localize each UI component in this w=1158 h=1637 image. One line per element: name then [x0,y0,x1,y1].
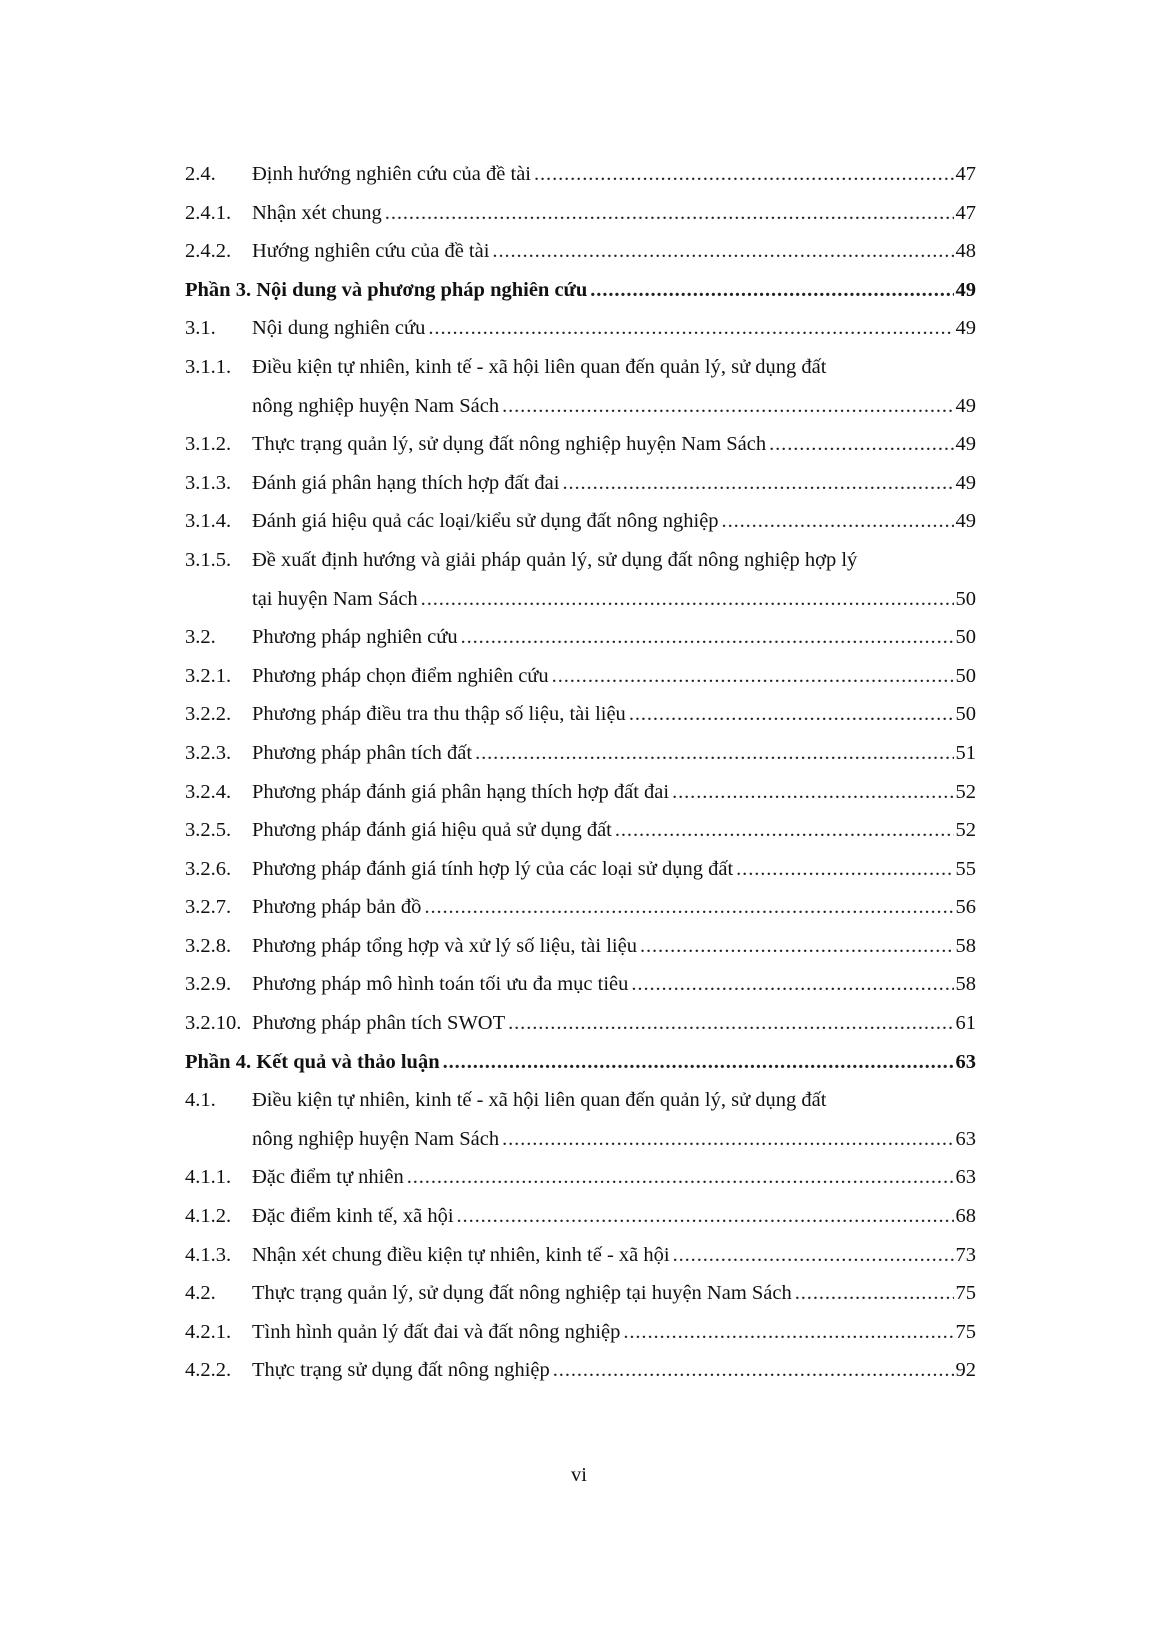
toc-entry-page: 49 [955,394,976,417]
toc-entry-number: 3.2.1. [185,664,232,687]
table-of-contents [185,155,976,1390]
toc-entry-page: 49 [955,433,976,456]
toc-entry-number: 3.2. [185,626,216,649]
dot-leader [502,1120,953,1159]
toc-entry-continuation[interactable] [185,1120,976,1159]
toc-entry-line [252,695,976,734]
dot-leader [475,734,953,773]
toc-entry-title: Phương pháp nghiên cứu [252,618,458,657]
toc-entry[interactable] [185,425,976,464]
toc-entry-title: Phương pháp đánh giá hiệu quả sử dụng đất [252,811,612,850]
toc-entry[interactable] [185,194,976,233]
toc-entry-number: 4.1.3. [185,1243,232,1266]
toc-entry-page: 49 [955,317,976,340]
toc-entry-line [252,773,976,812]
toc-entry-number: 2.4. [185,163,216,185]
toc-entry-page: 58 [955,934,976,957]
toc-entry-title-continued: nông nghiệp huyện Nam Sách [252,387,499,426]
toc-entry-title: Tình hình quản lý đất đai và đất nông nghiệp [252,1313,620,1352]
dot-leader [502,387,953,426]
toc-entry-page: 63 [955,1166,976,1189]
dot-leader [722,502,954,541]
dot-leader [385,194,954,233]
toc-entry-title: Phương pháp bản đồ [252,888,421,927]
toc-entry-number: 2.4.1. [185,201,232,224]
dot-leader [672,773,953,812]
toc-entry-title: Phần 4. Kết quả và thảo luận [185,1043,440,1082]
toc-entry-page: 58 [955,973,976,996]
toc-part-heading[interactable] [185,1043,976,1082]
dot-leader [623,1313,953,1352]
toc-entry[interactable] [185,1313,976,1352]
toc-entry[interactable] [185,1004,976,1043]
toc-entry-line [252,811,976,850]
toc-entry[interactable] [185,1197,976,1236]
toc-entry[interactable] [185,155,976,194]
toc-entry-page: 52 [955,819,976,842]
toc-entry-page: 75 [955,1320,976,1343]
toc-entry-number: 4.1. [185,1089,216,1112]
toc-entry-page: 56 [955,896,976,919]
toc-entry-number: 3.1.3. [185,471,232,494]
toc-entry[interactable] [185,502,976,541]
toc-entry-line [252,1120,976,1159]
toc-entry-line [185,271,976,310]
toc-entry-line [252,348,976,387]
toc-entry-line [252,387,976,426]
toc-entry-number: 3.2.10. [185,1012,242,1035]
toc-entry-page: 61 [955,1012,976,1035]
toc-entry-line [252,1081,976,1120]
toc-entry-line [252,309,976,348]
dot-leader [769,425,953,464]
toc-entry-line [252,1236,976,1275]
toc-entry-page: 50 [955,626,976,649]
toc-entry-title: Nội dung nghiên cứu [252,309,425,348]
toc-entry-title: Phần 3. Nội dung và phương pháp nghiên cứu [185,271,587,310]
toc-entry-title: Phương pháp phân tích đất [252,734,472,773]
toc-entry-page: 51 [955,741,976,764]
toc-entry[interactable] [185,541,976,580]
toc-entry-number: 3.2.3. [185,741,232,764]
toc-entry-number: 3.1.2. [185,433,232,456]
toc-entry[interactable] [185,657,976,696]
toc-entry-line [252,965,976,1004]
dot-leader [631,965,953,1004]
toc-entry-number: 3.2.5. [185,819,232,842]
toc-entry-title: Thực trạng quản lý, sử dụng đất nông nghiệp huyện Nam Sách [252,425,766,464]
dot-leader [562,464,953,503]
toc-entry[interactable] [185,348,976,387]
toc-entry-page: 50 [955,703,976,726]
toc-entry-line [252,425,976,464]
toc-entry-page: 47 [955,163,976,185]
toc-entry[interactable] [185,965,976,1004]
toc-entry-line [252,888,976,927]
dot-leader [428,309,953,348]
toc-entry-title: Phương pháp phân tích SWOT [252,1004,505,1043]
toc-entry-title: Phương pháp đánh giá tính hợp lý của các loại sử dụng đất [252,850,733,889]
toc-entry-page: 47 [955,201,976,224]
toc-entry-title: Phương pháp chọn điểm nghiên cứu [252,657,549,696]
toc-entry-title-continued: tại huyện Nam Sách [252,580,418,619]
dot-leader [640,927,954,966]
toc-entry-page: 55 [955,857,976,880]
toc-entry-page: 49 [955,278,976,301]
dot-leader [508,1004,953,1043]
toc-entry-number: 3.2.6. [185,857,232,880]
dot-leader [552,657,954,696]
toc-entry-title: Phương pháp mô hình toán tối ưu đa mục tiêu [252,965,628,1004]
toc-entry-number: 4.1.1. [185,1166,232,1189]
toc-entry-line [252,734,976,773]
toc-entry-line [252,1351,976,1390]
toc-entry-page: 49 [955,510,976,533]
toc-entry-continuation[interactable] [185,580,976,619]
toc-entry[interactable] [185,464,976,503]
toc-entry-number: 2.4.2. [185,240,232,263]
toc-entry[interactable] [185,927,976,966]
toc-entry-title: Thực trạng sử dụng đất nông nghiệp [252,1351,550,1390]
toc-entry-number: 4.2.2. [185,1359,232,1382]
toc-entry-title: Điều kiện tự nhiên, kinh tế - xã hội liên quan đến quản lý, sử dụng đất [252,1089,827,1112]
dot-leader [615,811,954,850]
toc-entry[interactable] [185,618,976,657]
toc-entry-title: Đặc điểm kinh tế, xã hội [252,1197,454,1236]
toc-entry-page: 50 [955,587,976,610]
dot-leader [590,271,953,310]
toc-entry-line [252,464,976,503]
toc-entry-title: Phương pháp đánh giá phân hạng thích hợp đất đai [252,773,669,812]
dot-leader [424,888,953,927]
toc-entry-number: 3.2.4. [185,780,232,803]
toc-entry[interactable] [185,1158,976,1197]
dot-leader [736,850,953,889]
dot-leader [443,1043,954,1082]
toc-entry-page: 48 [955,240,976,263]
toc-entry-line [252,850,976,889]
toc-entry-line [252,502,976,541]
toc-entry-line [252,1274,976,1313]
dot-leader [407,1158,954,1197]
toc-entry-page: 73 [955,1243,976,1266]
toc-entry-number: 3.1.1. [185,355,232,378]
toc-entry[interactable] [185,1351,976,1390]
toc-entry-title: Đánh giá hiệu quả các loại/kiểu sử dụng đất nông nghiệp [252,502,719,541]
page-number-footer: vi [571,1464,587,1486]
toc-entry-page: 75 [955,1282,976,1305]
dot-leader [553,1351,954,1390]
toc-part-heading[interactable] [185,271,976,310]
toc-entry-title: Đánh giá phân hạng thích hợp đất đai [252,464,559,503]
toc-entry-title: Thực trạng quản lý, sử dụng đất nông nghiệp tại huyện Nam Sách [252,1274,792,1313]
toc-entry-continuation[interactable] [185,387,976,426]
dot-leader [492,232,953,271]
toc-entry-line [252,541,976,580]
toc-entry-line [252,580,976,619]
toc-entry-title: Định hướng nghiên cứu của đề tài [252,155,531,194]
dot-leader [795,1274,954,1313]
toc-entry-title: Phương pháp tổng hợp và xử lý số liệu, tài liệu [252,927,637,966]
toc-entry[interactable] [185,850,976,889]
toc-entry-number: 4.1.2. [185,1205,232,1228]
toc-entry-page: 63 [955,1127,976,1150]
toc-entry[interactable] [185,734,976,773]
toc-entry[interactable] [185,1081,976,1120]
toc-entry-title: Đặc điểm tự nhiên [252,1158,404,1197]
toc-entry-line [252,657,976,696]
toc-entry-line [252,1313,976,1352]
toc-entry-number: 3.2.9. [185,973,232,996]
toc-entry-line [252,618,976,657]
toc-entry[interactable] [185,309,976,348]
toc-entry[interactable] [185,1236,976,1275]
toc-entry-title-continued: nông nghiệp huyện Nam Sách [252,1120,499,1159]
toc-entry-line [252,927,976,966]
toc-entry[interactable] [185,888,976,927]
toc-entry-title: Phương pháp điều tra thu thập số liệu, tài liệu [252,695,626,734]
toc-entry-title: Nhận xét chung [252,194,382,233]
toc-entry-number: 3.1.4. [185,510,232,533]
toc-entry-number: 3.2.7. [185,896,232,919]
toc-entry-number: 3.2.8. [185,934,232,957]
dot-leader [421,580,954,619]
toc-entry-number: 3.1.5. [185,548,232,571]
toc-entry-line [252,1158,976,1197]
toc-entry-title: Điều kiện tự nhiên, kinh tế - xã hội liên quan đến quản lý, sử dụng đất [252,355,827,378]
dot-leader [461,618,954,657]
toc-entry-line [252,232,976,271]
toc-entry-page: 92 [955,1359,976,1382]
toc-entry-number: 4.2.1. [185,1320,232,1343]
toc-entry[interactable] [185,232,976,271]
dot-leader [457,1197,954,1236]
toc-entry-page: 52 [955,780,976,803]
toc-entry[interactable] [185,1274,976,1313]
toc-entry-title: Hướng nghiên cứu của đề tài [252,232,489,271]
toc-entry[interactable] [185,773,976,812]
toc-entry-page: 50 [955,664,976,687]
toc-entry-title: Đề xuất định hướng và giải pháp quản lý, sử dụng đất nông nghiệp hợp lý [252,548,858,571]
toc-entry-line [252,194,976,233]
toc-entry-number: 4.2. [185,1282,216,1305]
toc-entry-number: 3.1. [185,317,216,340]
toc-entry-page: 63 [955,1050,976,1073]
dot-leader [534,155,954,194]
toc-entry-page: 68 [955,1205,976,1228]
toc-entry-line [252,1197,976,1236]
toc-entry-page: 49 [955,471,976,494]
toc-entry-line [252,155,976,194]
toc-entry-number: 3.2.2. [185,703,232,726]
dot-leader [629,695,954,734]
toc-entry[interactable] [185,695,976,734]
toc-entry[interactable] [185,811,976,850]
toc-entry-line [252,1004,976,1043]
toc-entry-title: Nhận xét chung điều kiện tự nhiên, kinh tế - xã hội [252,1236,670,1275]
toc-entry-line [185,1043,976,1082]
dot-leader [673,1236,954,1275]
